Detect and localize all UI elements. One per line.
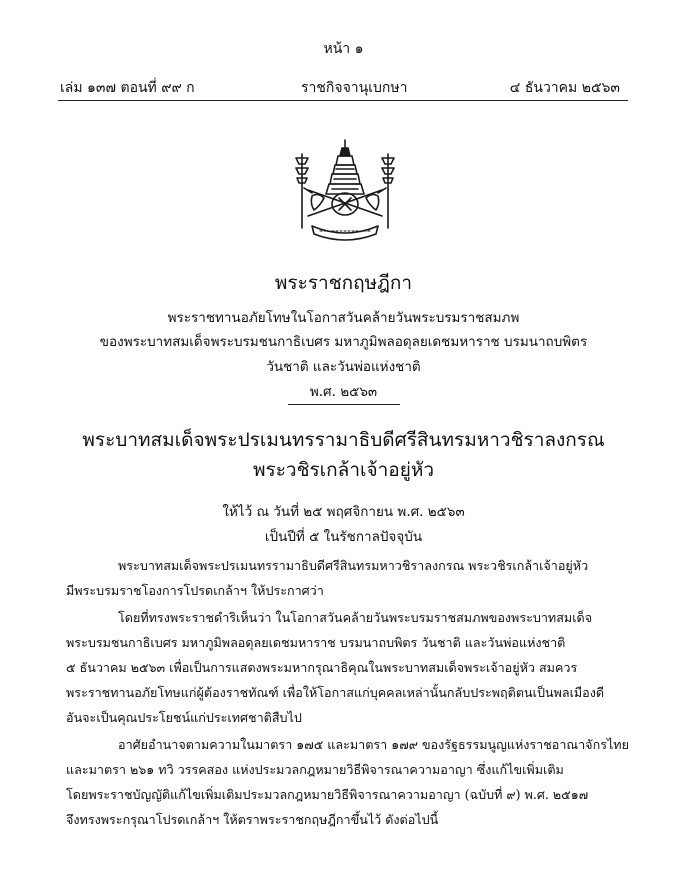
paragraph-line: จึงทรงพระกรุณาโปรดเกล้าฯ ให้ตราพระราชกฤษฎีกาขึ้นไว้ ดังต่อไปนี้: [66, 812, 439, 827]
decree-subtitle-line-1: พระราชทานอภัยโทษในโอกาสวันคล้ายวันพระบรมราชสมภพ: [167, 310, 520, 326]
paragraph-line: อาศัยอำนาจตามความในมาตรา ๑๗๕ และมาตรา ๑๗๙ ของรัฐธรรมนูญแห่งราชอาณาจักรไทย: [118, 737, 629, 752]
volume-info: เล่ม ๑๓๗ ตอนที่ ๙๙ ก: [60, 80, 195, 96]
paragraph-line: พระบรมชนกาธิเบศร มหาภูมิพลอดุลยเดชมหาราช บรมนาถบพิตร วันชาติ และวันพ่อแห่งชาติ: [66, 635, 566, 650]
paragraph-2: [66, 605, 626, 730]
royal-crown-emblem-icon: [290, 138, 400, 244]
gazette-header: [60, 77, 620, 99]
paragraph-line: โดยพระราชบัญญัติแก้ไขเพิ่มเติมประมวลกฎหมายวิธีพิจารณาความอาญา (ฉบับที่ ๙) พ.ศ. ๒๕๑๗: [66, 787, 589, 802]
publication-date: ๔ ธันวาคม ๒๕๖๓: [509, 80, 620, 96]
decree-year: พ.ศ. ๒๕๖๓: [309, 384, 378, 400]
page-number: หน้า ๑: [323, 41, 364, 57]
title-divider: [288, 404, 400, 405]
paragraph-line: และมาตรา ๒๖๑ ทวิ วรรคสอง แห่งประมวลกฎหมายวิธีพิจารณาความอาญา ซึ่งแก้ไขเพิ่มเติม: [66, 762, 564, 777]
paragraph-1: [66, 553, 626, 603]
paragraph-line: พระบาทสมเด็จพระปรเมนทรรามาธิบดีศรีสินทรมหาวชิราลงกรณ พระวชิรเกล้าเจ้าอยู่หัว: [118, 558, 589, 573]
paragraph-line: มีพระบรมราชโองการโปรดเกล้าฯ ให้ประกาศว่า: [66, 583, 324, 598]
paragraph-line: ๕ ธันวาคม ๒๕๖๓ เพื่อเป็นการแสดงพระมหากรุณาธิคุณในพระบาทสมเด็จพระเจ้าอยู่หัว สมควร: [66, 660, 578, 675]
king-name-line-2: พระวชิรเกล้าเจ้าอยู่หัว: [252, 459, 435, 481]
decree-title: พระราชกฤษฎีกา: [274, 272, 413, 294]
paragraph-line: อันจะเป็นคุณประโยชน์แก่ประเทศชาติสืบไป: [66, 710, 302, 725]
king-name-line-1: พระบาทสมเด็จพระปรเมนทรรามาธิบดีศรีสินทรมหาวชิราลงกรณ: [82, 429, 605, 451]
publication-name: ราชกิจจานุเบกษา: [301, 80, 408, 96]
header-divider: [58, 100, 628, 101]
reign-year: เป็นปีที่ ๕ ในรัชกาลปัจจุบัน: [264, 529, 423, 545]
given-date: ให้ไว้ ณ วันที่ ๒๕ พฤศจิกายน พ.ศ. ๒๕๖๓: [222, 504, 465, 520]
decree-subtitle-line-2: ของพระบาทสมเด็จพระบรมชนกาธิเบศร มหาภูมิพลอดุลยเดชมหาราช บรมนาถบพิตร: [99, 334, 588, 350]
paragraph-line: โดยที่ทรงพระราชดำริเห็นว่า ในโอกาสวันคล้ายวันพระบรมราชสมภพของพระบาทสมเด็จ: [118, 610, 593, 625]
decree-subtitle-line-3: วันชาติ และวันพ่อแห่งชาติ: [266, 359, 421, 375]
paragraph-3: [66, 732, 629, 832]
paragraph-line: พระราชทานอภัยโทษแก่ผู้ต้องราชทัณฑ์ เพื่อให้โอกาสแก่บุคคลเหล่านั้นกลับประพฤติตนเป็นพลเมืองดี: [66, 685, 605, 700]
